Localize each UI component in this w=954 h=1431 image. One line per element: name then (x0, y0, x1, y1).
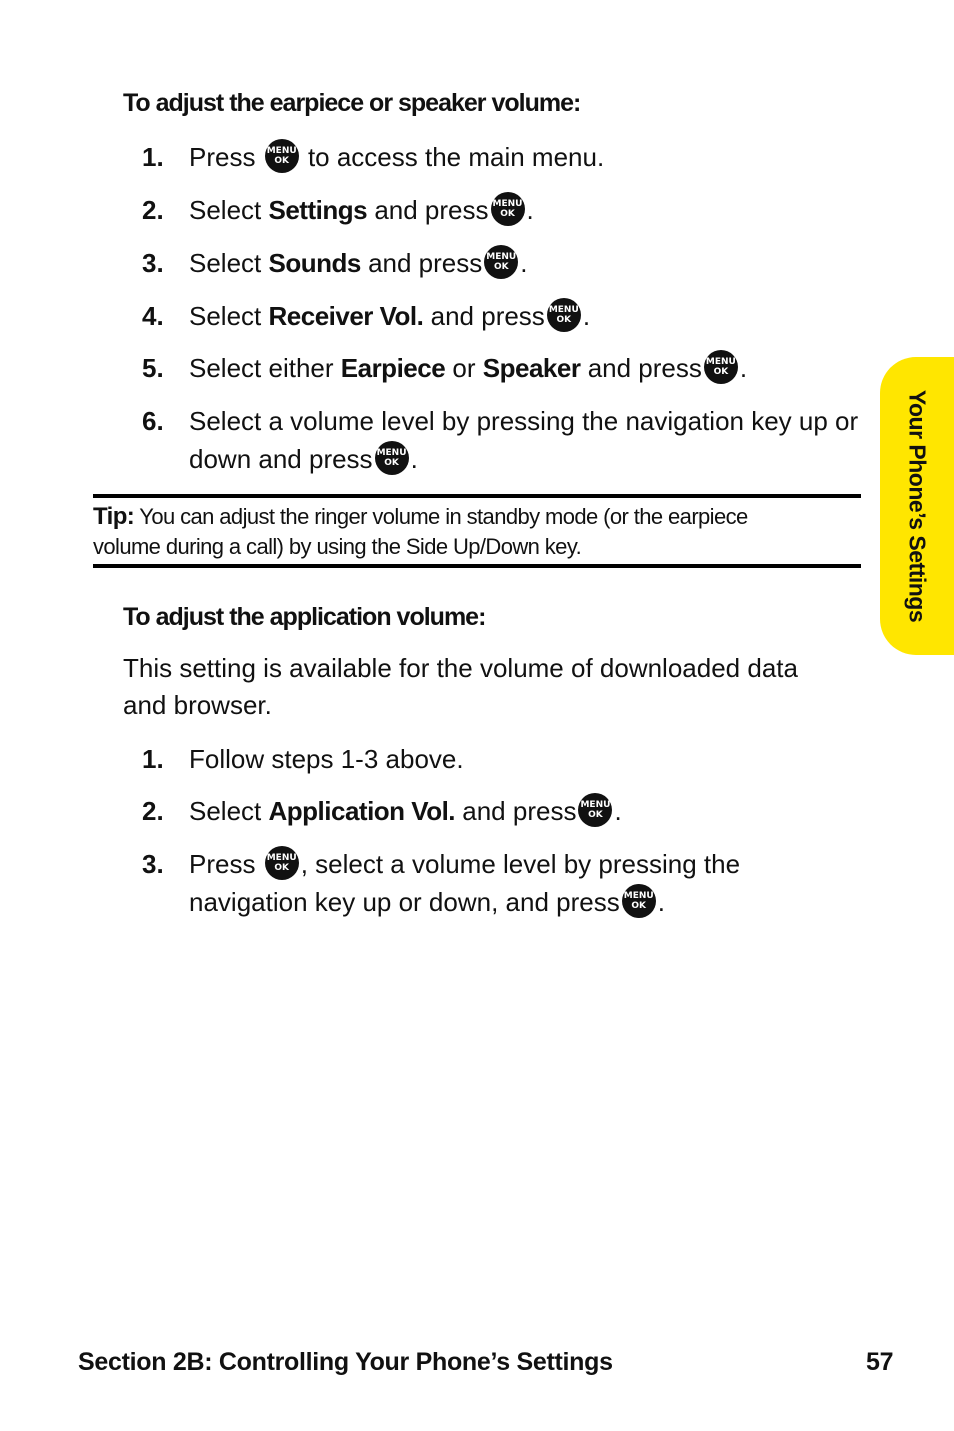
tip-box (93, 494, 861, 568)
heading-earpiece-speaker-volume: To adjust the earpiece or speaker volume: (123, 89, 581, 117)
menu-ok-key-icon: MENU OK (375, 441, 409, 475)
intro-paragraph: This setting is available for the volume of downloaded data and browser. (123, 653, 798, 720)
side-tab-label: Your Phone’s Settings (904, 389, 931, 623)
menu-ok-key-icon: MENU OK (622, 884, 656, 918)
tip-label: Tip: (93, 503, 135, 530)
menu-ok-key-icon: MENU OK (704, 350, 738, 384)
heading-application-volume: To adjust the application volume: (123, 603, 486, 631)
footer-section-title: Section 2B: Controlling Your Phone’s Settings (78, 1348, 613, 1376)
menu-ok-key-icon: MENU OK (491, 192, 525, 226)
tip-text-line1: You can adjust the ringer volume in standby mode (or the earpiece (139, 504, 748, 529)
page-number: 57 (866, 1348, 894, 1376)
tip-text-line2: volume during a call) by using the Side Up/Down key. (93, 534, 582, 559)
menu-ok-key-icon: MENU OK (484, 245, 518, 279)
menu-ok-key-icon: MENU OK (578, 793, 612, 827)
menu-ok-key-icon: MENU OK (547, 298, 581, 332)
menu-ok-key-icon: MENU OK (265, 139, 299, 173)
menu-ok-key-icon: MENU OK (265, 846, 299, 880)
